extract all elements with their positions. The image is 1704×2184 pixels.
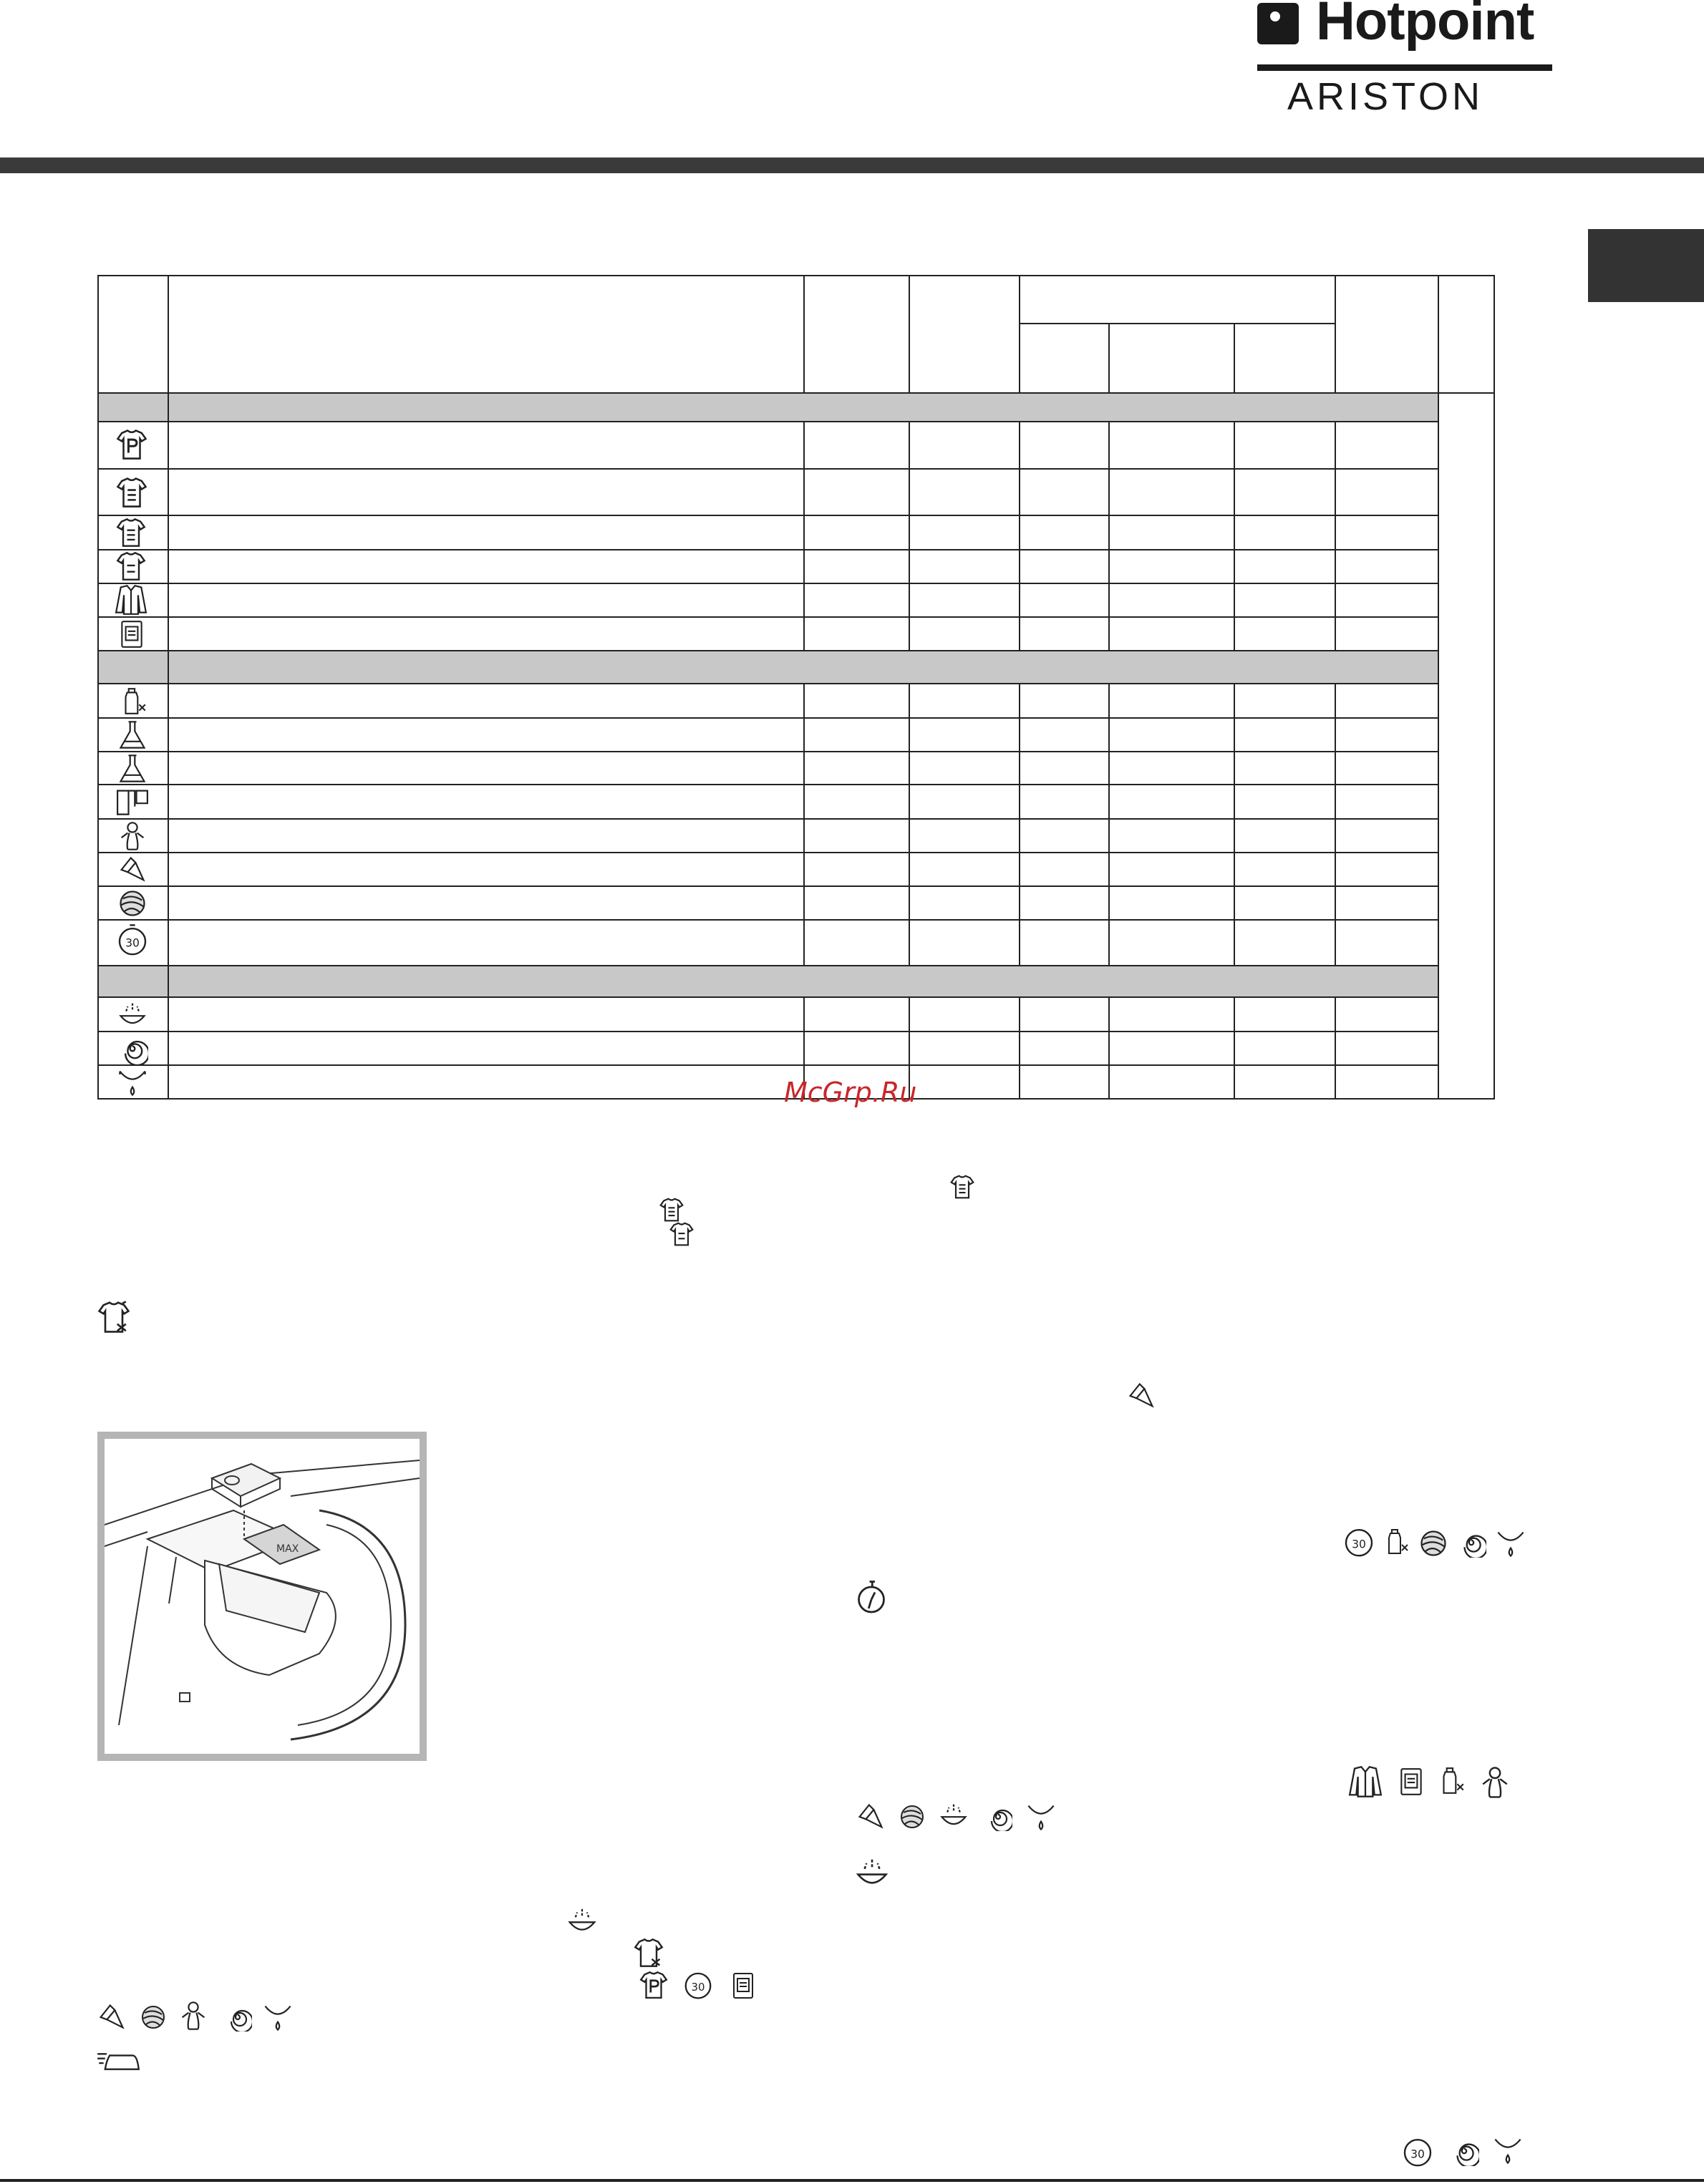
cotton-shirt-icon: [659, 1197, 684, 1223]
drain-icon: [1025, 1801, 1057, 1833]
mix-30-icon: [1342, 1525, 1376, 1559]
shirts-jacket-icon: [1346, 1765, 1385, 1798]
baby-bottle-icon: [1382, 1525, 1410, 1559]
cotton-shirt-icon: [115, 550, 147, 582]
detergent-drawer-illustration: [97, 1432, 427, 1761]
mix-30-icon: [682, 1969, 715, 2001]
silk-scarf-icon: [1125, 1380, 1157, 1412]
mix-garment-icon: [729, 1970, 757, 2001]
rinse-icon: [566, 1904, 599, 1937]
cotton-shirt-icon: [115, 476, 148, 509]
cotton-shirt-icon: [669, 1221, 694, 1247]
brand-sub: ARISTON: [1287, 75, 1484, 118]
wool-ball-icon: [1418, 1528, 1449, 1559]
silk-scarf-icon: [117, 854, 148, 885]
spin-icon: [984, 1802, 1012, 1831]
section-band-3: [98, 966, 1438, 997]
rinse-icon: [853, 1854, 891, 1891]
footer-rule: [0, 2179, 1704, 2182]
flask-icon: [117, 719, 148, 751]
drain-icon: [262, 2001, 294, 2033]
drain-icon: [1492, 2135, 1524, 2166]
spin-icon: [1456, 1528, 1486, 1558]
flask-icon: [117, 753, 148, 785]
spin-icon: [1449, 2136, 1479, 2166]
soft-toy-icon: [1478, 1765, 1512, 1800]
wool-ball-icon: [117, 888, 148, 919]
cotton-shirt-icon: [949, 1174, 975, 1200]
mix-garment-icon: [1396, 1765, 1426, 1798]
mix-30-icon: [1400, 2135, 1435, 2169]
soft-toy-icon: [117, 820, 148, 852]
wool-ball-icon: [898, 1802, 926, 1831]
wool-ball-icon: [139, 2003, 168, 2032]
programme-p-shirt-icon: [639, 1970, 669, 2000]
watermark: McGrp.Ru: [784, 1077, 917, 1108]
spin-icon: [117, 1033, 148, 1064]
drain-icon: [117, 1067, 148, 1098]
silk-scarf-icon: [855, 1801, 886, 1833]
stain-removal-icon: [633, 1937, 664, 1969]
soft-toy-icon: [178, 2000, 209, 2032]
brand-name: Hotpoint: [1316, 0, 1534, 52]
svg-text:30: 30: [1410, 2147, 1425, 2161]
section-band-2: [98, 651, 1438, 684]
svg-text:30: 30: [125, 936, 140, 950]
section-band-1: [98, 393, 1438, 422]
svg-text:30: 30: [691, 1981, 705, 1994]
programme-p-shirt-icon: [115, 428, 148, 461]
cotton-shirt-icon: [115, 517, 147, 548]
towels-icon: [114, 786, 151, 817]
shirts-jacket-icon: [112, 584, 150, 616]
rinse-icon: [117, 999, 148, 1030]
baby-bottle-icon: [118, 686, 148, 717]
stain-removal-icon: [96, 1300, 132, 1334]
easy-iron-icon: [96, 2047, 142, 2076]
mix-garment-icon: [117, 618, 147, 650]
svg-text:30: 30: [1352, 1538, 1366, 1551]
baby-bottle-icon: [1436, 1764, 1466, 1798]
svg-text:MAX: MAX: [276, 1543, 299, 1555]
mix-30-icon: [115, 923, 150, 958]
spin-icon: [223, 2003, 252, 2032]
timer-icon: [853, 1579, 889, 1616]
rinse-icon: [938, 1800, 969, 1831]
drain-icon: [1495, 1528, 1526, 1559]
silk-scarf-icon: [96, 2001, 127, 2033]
